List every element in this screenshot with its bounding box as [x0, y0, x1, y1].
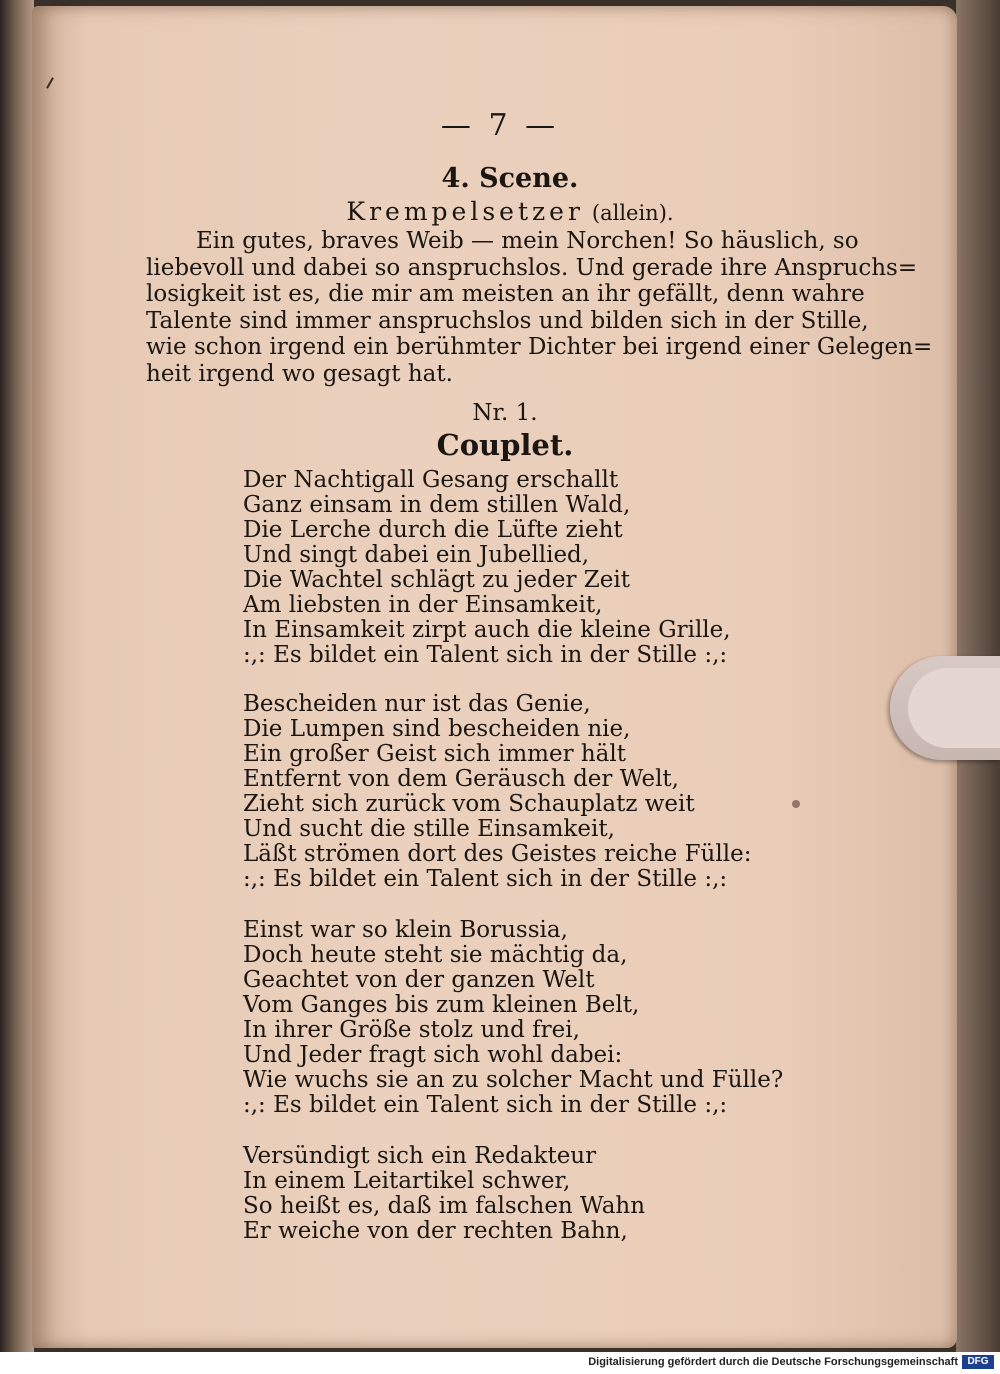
verse-line: Doch heute steht sie mächtig da, — [243, 942, 628, 968]
verse-line: So heißt es, daß im falschen Wahn — [243, 1193, 646, 1219]
speaker-line — [0, 197, 1000, 226]
prose-line: heit irgend wo gesagt hat. — [146, 360, 453, 387]
verse-line: Einst war so klein Borussia, — [243, 917, 568, 943]
verse-line: Und singt dabei ein Jubellied, — [243, 542, 590, 568]
refrain-line: :,: Es bildet ein Talent sich in der Stille :,: — [243, 1092, 728, 1118]
verse-line: Die Wachtel schlägt zu jeder Zeit — [243, 567, 630, 593]
verse-line: Er weiche von der rechten Bahn, — [243, 1218, 628, 1244]
verse-line: Läßt strömen dort des Geistes reiche Fülle: — [243, 841, 752, 867]
verse-line: Die Lumpen sind bescheiden nie, — [243, 716, 631, 742]
verse-line: Versündigt sich ein Redakteur — [243, 1143, 597, 1169]
scene-title: 4. Scene. — [441, 163, 579, 194]
prose-line: losigkeit ist es, die mir am meisten an ihr gefällt, denn wahre — [146, 281, 865, 307]
refrain-line: :,: Es bildet ein Talent sich in der Stille :,: — [243, 866, 728, 892]
verse-line: Am liebsten in der Einsamkeit, — [243, 592, 603, 618]
verse-line: In ihrer Größe stolz und frei, — [243, 1017, 580, 1043]
verse-line: In einem Leitartikel schwer, — [243, 1168, 571, 1194]
verse-line: Vom Ganges bis zum kleinen Belt, — [243, 992, 640, 1018]
stanza-1 — [243, 468, 803, 668]
stanza-3 — [243, 918, 803, 1118]
prose-paragraph — [146, 228, 933, 387]
number-heading: Nr. 1. — [472, 400, 538, 426]
refrain-line: :,: Es bildet ein Talent sich in der Stille :,: — [243, 642, 728, 668]
verse-line: Der Nachtigall Gesang erschallt — [243, 467, 619, 493]
verse-line: Wie wuchs sie an zu solcher Macht und Fülle? — [243, 1067, 784, 1093]
stage-direction: (allein). — [591, 201, 674, 225]
stanza-4 — [243, 1144, 803, 1244]
stanza-2 — [243, 692, 803, 892]
prose-line: Ein gutes, braves Weib — mein Norchen! So häuslich, so — [196, 228, 859, 254]
couplet-heading: Couplet. — [436, 428, 574, 462]
speaker-name: Krempelsetzer — [346, 197, 584, 226]
prose-line: Talente sind immer anspruchslos und bilden sich in der Stille, — [146, 307, 869, 334]
prose-line: liebevoll und dabei so anspruchslos. Und gerade ihre Anspruchs= — [146, 254, 918, 281]
verse-line: Die Lerche durch die Lüfte zieht — [243, 517, 623, 543]
page-tab-inner — [908, 668, 1000, 748]
verse-line: Geachtet von der ganzen Welt — [243, 967, 595, 993]
page-number: — 7 — — [440, 108, 560, 143]
verse-line: In Einsamkeit zirpt auch die kleine Grille, — [243, 617, 731, 643]
dfg-logo: DFG — [962, 1355, 994, 1369]
verse-line: Ein großer Geist sich immer hält — [243, 741, 626, 767]
funding-credit: Digitalisierung gefördert durch die Deutsche Forschungsgemeinschaft — [588, 1356, 958, 1368]
prose-line: wie schon irgend ein berühmter Dichter bei irgend einer Gelegen= — [146, 334, 933, 360]
verse-line: Und sucht die stille Einsamkeit, — [243, 816, 615, 842]
verse-line: Zieht sich zurück vom Schauplatz weit — [243, 791, 695, 817]
verse-line: Ganz einsam in dem stillen Wald, — [243, 492, 631, 518]
verse-line: Entfernt von dem Geräusch der Welt, — [243, 766, 679, 792]
verse-line: Und Jeder fragt sich wohl dabei: — [243, 1042, 623, 1068]
verse-line: Bescheiden nur ist das Genie, — [243, 691, 591, 717]
